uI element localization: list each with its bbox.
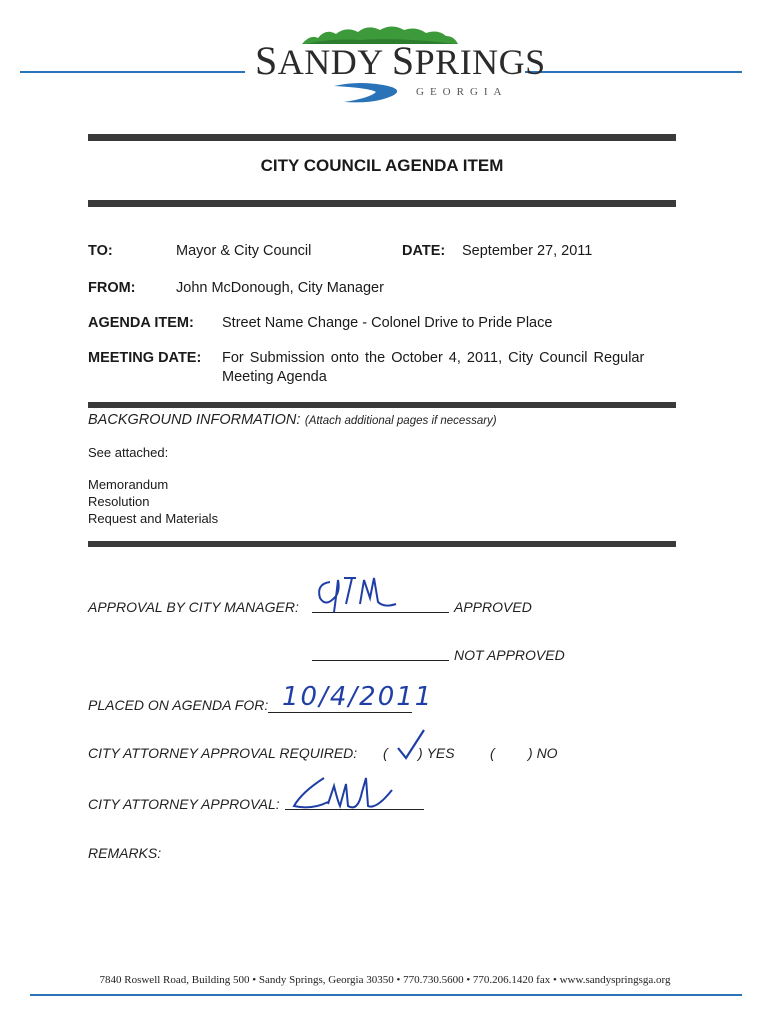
page-title: CITY COUNCIL AGENDA ITEM <box>260 156 504 175</box>
logo-cap-s2: S <box>391 38 415 83</box>
from-value: John McDonough, City Manager <box>176 280 384 296</box>
agenda-item-label: AGENDA ITEM: <box>88 315 194 331</box>
placed-on-agenda-label: PLACED ON AGENDA FOR: <box>88 697 269 713</box>
no-open-paren: ( <box>490 745 495 761</box>
from-label: FROM: <box>88 280 136 296</box>
yes-option-label: YES <box>426 745 455 761</box>
logo-cap-s1: S <box>255 38 278 83</box>
river-swoosh-icon <box>330 78 420 106</box>
logo-wordmark <box>255 38 546 83</box>
footer-address: 7840 Roswell Road, Building 500 • Sandy Springs, Georgia 30350 • 770.730.5600 • 770.206.1420 fax • www.sandyspringsga.org <box>99 974 671 986</box>
no-option-label: NO <box>536 745 558 761</box>
approved-option: APPROVED <box>454 599 532 615</box>
footer-rule <box>30 994 742 996</box>
logo-springs: PRINGS <box>414 42 546 82</box>
attachment-item: Request and Materials <box>88 511 219 526</box>
not-approved-option: NOT APPROVED <box>454 647 565 663</box>
yes-option: ) YES <box>418 745 455 761</box>
title-divider <box>88 200 676 207</box>
attorney-approval-label: CITY ATTORNEY APPROVAL: <box>88 796 280 812</box>
attorney-approval-required-label: CITY ATTORNEY APPROVAL REQUIRED: <box>88 745 358 761</box>
not-approved-line <box>312 660 449 661</box>
background-heading-note: (Attach additional pages if necessary) <box>304 415 497 427</box>
remarks-label: REMARKS: <box>88 845 162 861</box>
logo-sandy: ANDY <box>277 42 383 82</box>
handwritten-agenda-date: 10/4/2011 <box>282 682 434 712</box>
attorney-signature <box>288 772 398 822</box>
to-label: TO: <box>88 243 113 259</box>
approvals-divider <box>88 541 676 547</box>
logo-right-rule <box>525 71 742 73</box>
city-manager-initials-signature <box>312 568 402 618</box>
see-attached: See attached: <box>88 445 169 460</box>
placed-on-agenda-line <box>268 712 412 713</box>
top-divider <box>88 134 676 141</box>
to-value: Mayor & City Council <box>176 243 312 259</box>
date-label: DATE: <box>402 243 446 259</box>
logo-left-rule <box>20 71 245 73</box>
logo-state: GEORGIA <box>416 86 508 98</box>
meeting-date-label: MEETING DATE: <box>88 350 202 366</box>
background-heading-text: BACKGROUND INFORMATION: <box>88 412 301 428</box>
background-divider <box>88 402 676 408</box>
agenda-item-value: Street Name Change - Colonel Drive to Pride Place <box>222 315 553 331</box>
attachment-item: Resolution <box>88 494 150 509</box>
meeting-date-value-line1: For Submission onto the October 4, 2011, City Council Regular <box>222 350 645 366</box>
date-value: September 27, 2011 <box>462 243 593 259</box>
meeting-date-value-line2: Meeting Agenda <box>222 369 327 385</box>
attachment-item: Memorandum <box>88 477 169 492</box>
yes-open-paren: ( <box>383 745 388 761</box>
no-option: ) NO <box>528 745 558 761</box>
background-heading <box>88 411 497 429</box>
approval-city-manager-label: APPROVAL BY CITY MANAGER: <box>88 599 299 615</box>
